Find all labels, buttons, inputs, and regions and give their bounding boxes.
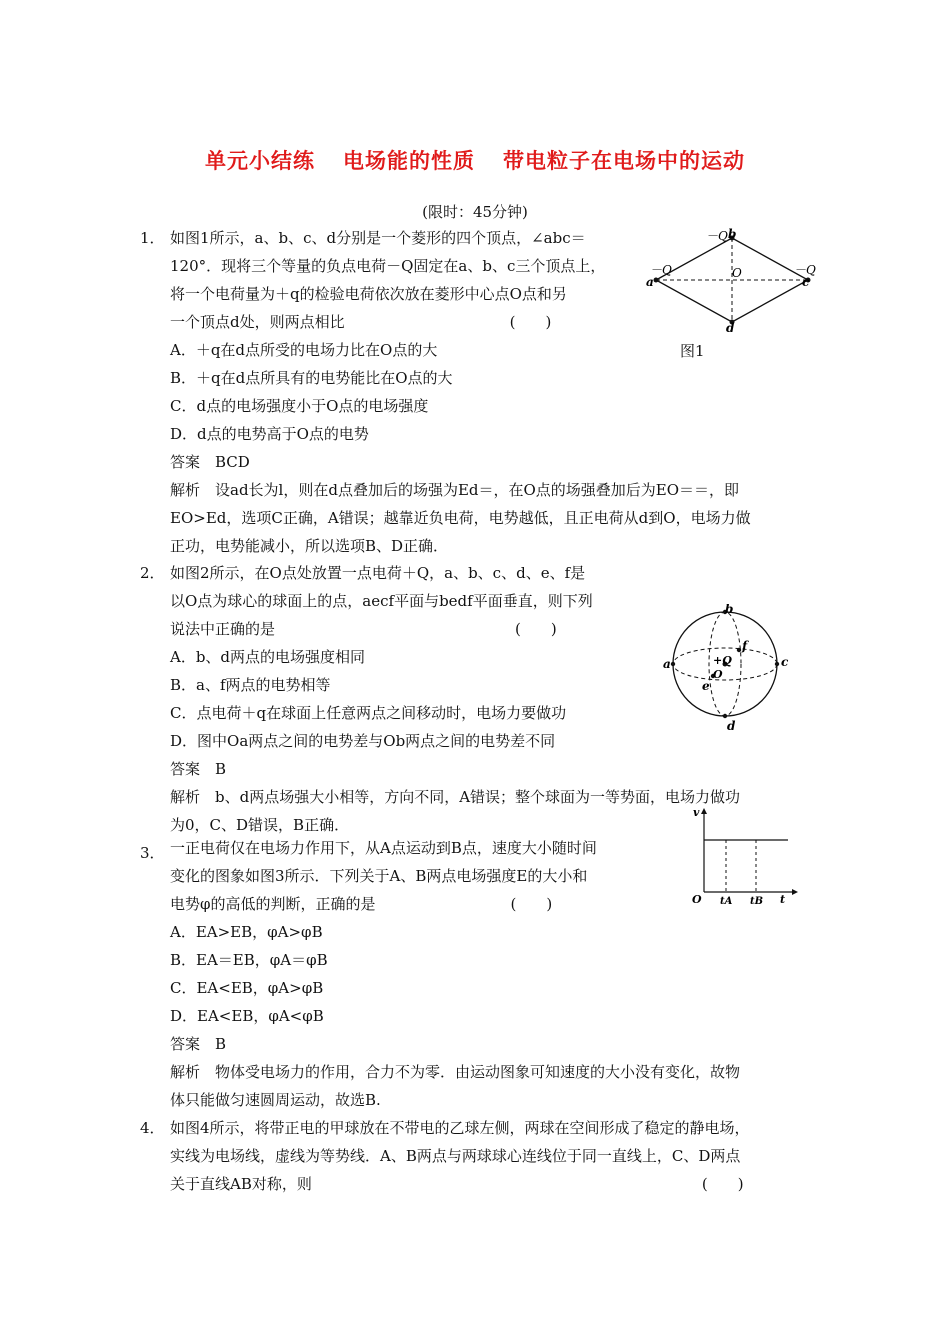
q3-vt-graph — [688, 804, 798, 908]
q1-line: 将一个电荷量为＋q的检验电荷依次放在菱形中心点O点和另 — [170, 285, 567, 303]
q1-option-b: B．＋q在d点所具有的电势能比在O点的大 — [170, 369, 453, 387]
tick-tb-label: tB — [750, 896, 764, 907]
q2-option-c: C．点电荷＋q在球面上任意两点之间移动时，电场力要做功 — [170, 704, 567, 722]
label-f: f — [742, 639, 748, 653]
q3-line: 电势φ的高低的判断，正确的是 ( ) — [170, 895, 553, 913]
q1-option-d: D．d点的电势高于O点的电势 — [170, 425, 369, 443]
label-c: c — [781, 655, 789, 669]
q3-option-d: D．EA<EB，φA<φB — [170, 1007, 324, 1025]
label-o: O — [713, 668, 723, 681]
axis-origin-label: O — [692, 893, 702, 906]
label-a: a — [646, 275, 654, 289]
q1-option-c: C．d点的电场强度小于O点的电场强度 — [170, 397, 429, 415]
q1-option-a: A．＋q在d点所受的电场力比在O点的大 — [170, 341, 438, 359]
q1-rhombus-figure — [640, 226, 820, 336]
q3-answer: 答案 B — [170, 1035, 227, 1053]
title-part-1: 单元小结练 — [205, 149, 315, 173]
q1-line: 一个顶点d处，则两点相比 ( ) — [170, 313, 552, 331]
title-part-2: 电场能的性质 — [343, 149, 475, 173]
q2-line: 说法中正确的是 ( ) — [170, 620, 557, 638]
label-b-charge: －Q — [706, 229, 728, 243]
q1-figure-caption: 图1 — [680, 342, 705, 360]
time-limit: (限时：45分钟) — [422, 203, 528, 221]
q3-number: 3． — [140, 844, 165, 862]
label-b: b — [728, 227, 737, 241]
q2-sphere-figure — [655, 604, 795, 734]
label-c-charge: －Q — [794, 263, 816, 277]
q1-number: 1． — [140, 229, 165, 247]
q1-analysis: 解析 设ad长为l，则在d点叠加后的场强为Ed＝，在O点的场强叠加后为EO＝＝，即 — [170, 481, 740, 499]
label-a: a — [663, 657, 671, 671]
q2-option-b: B．a、f两点的电势相等 — [170, 676, 331, 694]
q3-line: 一正电荷仅在电场力作用下，从A点运动到B点，速度大小随时间 — [170, 839, 597, 857]
tick-ta-label: tA — [720, 896, 733, 907]
q3-option-c: C．EA<EB，φA>φB — [170, 979, 324, 997]
label-e: e — [702, 679, 710, 693]
label-plus-q: +Q — [713, 654, 732, 667]
label-o: O — [732, 266, 742, 280]
q4-line: 关于直线AB对称，则 ( ) — [170, 1175, 744, 1193]
q2-option-a: A．b、d两点的电场强度相同 — [170, 648, 366, 666]
q1-line: 120°．现将三个等量的负点电荷－Q固定在a、b、c三个顶点上， — [170, 257, 606, 275]
q3-option-b: B．EA＝EB，φA＝φB — [170, 951, 328, 969]
q2-answer: 答案 B — [170, 760, 227, 778]
q4-line: 如图4所示，将带正电的甲球放在不带电的乙球左侧，两球在空间形成了稳定的静电场， — [170, 1119, 750, 1137]
label-d: d — [726, 321, 735, 335]
q4-number: 4． — [140, 1119, 165, 1137]
q1-analysis: 正功，电势能减小，所以选项B、D正确． — [170, 537, 449, 555]
q4-line: 实线为电场线，虚线为等势线．A、B两点与两球球心连线位于同一直线上，C、D两点 — [170, 1147, 741, 1165]
q2-analysis: 解析 b、d两点场强大小相等，方向不同，A错误；整个球面为一等势面，电场力做功 — [170, 788, 741, 806]
q2-line: 如图2所示，在O点处放置一点电荷＋Q，a、b、c、d、e、f是 — [170, 564, 586, 582]
axis-v-label: v — [693, 806, 700, 819]
page-title — [0, 145, 950, 175]
q1-line: 如图1所示，a、b、c、d分别是一个菱形的四个顶点，∠abc＝ — [170, 229, 586, 247]
q1-answer: 答案 BCD — [170, 453, 250, 471]
label-c: c — [802, 275, 810, 289]
title-part-3: 带电粒子在电场中的运动 — [503, 149, 745, 173]
q3-analysis: 体只能做匀速圆周运动，故选B. — [170, 1091, 381, 1109]
axis-t-label: t — [780, 893, 786, 906]
label-d: d — [727, 719, 736, 733]
q2-analysis: 为0，C、D错误，B正确． — [170, 816, 350, 834]
q3-line: 变化的图象如图3所示．下列关于A、B两点电场强度E的大小和 — [170, 867, 588, 885]
q3-analysis: 解析 物体受电场力的作用，合力不为零．由运动图象可知速度的大小没有变化，故物 — [170, 1063, 741, 1081]
q2-line: 以O点为球心的球面上的点，aecf平面与bedf平面垂直，则下列 — [170, 592, 593, 610]
q3-option-a: A．EA>EB，φA>φB — [170, 923, 323, 941]
q2-option-d: D．图中Oa两点之间的电势差与Ob两点之间的电势差不同 — [170, 732, 556, 750]
q1-analysis: EO>Ed，选项C正确，A错误；越靠近负电荷，电势越低，且正电荷从d到O，电场力做 — [170, 509, 751, 527]
label-b: b — [725, 604, 734, 616]
q2-number: 2． — [140, 564, 165, 582]
label-a-charge: －Q — [650, 263, 672, 277]
